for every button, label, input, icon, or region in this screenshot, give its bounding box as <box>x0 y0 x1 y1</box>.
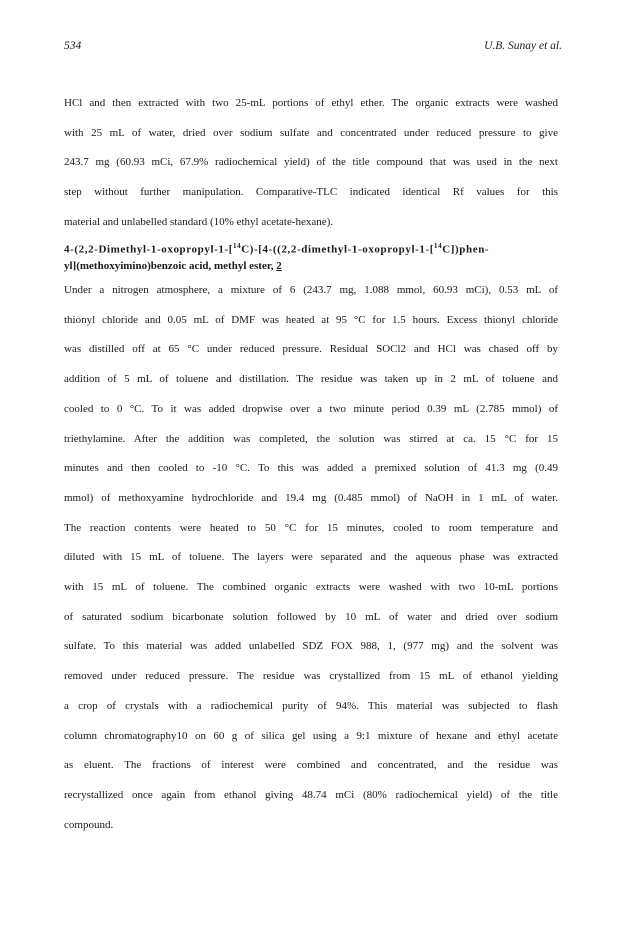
paragraph-line: triethylamine. After the addition was completed, the solution was stirred at ca. 15 °C for 15 <box>64 432 558 445</box>
paragraph-line: cooled to 0 °C. To it was added dropwise over a two minute period 0.39 mL (2.785 mmol) of <box>64 402 558 415</box>
paragraph-line: recrystallized once again from ethanol giving 48.74 mCi (80% radiochemical yield) of the title <box>64 788 558 801</box>
paragraph-line: 243.7 mg (60.93 mCi, 67.9% radiochemical yield) of the title compound that was used in the next <box>64 156 558 169</box>
heading-line-1: 4-(2,2-Dimethyl-1-oxopropyl-1-[$^{14}$C)-[4-((2,2-dimethyl-1-oxopropyl-1-[$^{14}$C])phen- <box>64 242 490 256</box>
compound-reference: 2 <box>276 259 282 272</box>
paragraph-line: material and unlabelled standard (10% ethyl acetate-hexane). <box>64 215 334 228</box>
paragraph-line: as eluent. The fractions of interest were combined and concentrated, and the residue was <box>64 759 558 772</box>
paragraph-line: removed under reduced pressure. The residue was crystallized from 15 mL of ethanol yielding <box>64 670 558 683</box>
paragraph-1 <box>64 89 558 238</box>
section-heading <box>64 238 558 274</box>
paragraph-line: Under a nitrogen atmosphere, a mixture of 6 (243.7 mg, 1.088 mmol, 60.93 mCi), 0.53 mL of <box>64 284 558 296</box>
paragraph-line: was distilled off at 65 °C under reduced pressure. Residual SOCl2 and HCl was chased off by <box>64 343 558 356</box>
paragraph-line: step without further manipulation. Comparative-TLC indicated identical Rf values for this <box>64 186 558 199</box>
running-header <box>64 40 562 56</box>
paragraph-line: minutes and then cooled to -10 °C. To this was added a premixed solution of 41.3 mg (0.49 <box>64 462 558 475</box>
paragraph-line: The reaction contents were heated to 50 °C for 15 minutes, cooled to room temperature and <box>64 521 558 534</box>
paragraph-2 <box>64 276 558 840</box>
running-authors: U.B. Sunay et al. <box>484 40 562 52</box>
paragraph-line: diluted with 15 mL of toluene. The layers were separated and the aqueous phase was extracted <box>64 551 558 564</box>
paragraph-line: addition of 5 mL of toluene and distillation. The residue was taken up in 2 mL of toluene and <box>64 373 558 386</box>
paragraph-line: a crop of crystals with a radiochemical purity of 94%. This material was subjected to flash <box>64 699 558 712</box>
paragraph-line: mmol) of methoxyamine hydrochloride and 19.4 mg (0.485 mmol) of NaOH in 1 mL of water. <box>64 491 558 504</box>
paragraph-line: compound. <box>64 818 114 831</box>
paragraph-line: thionyl chloride and 0.05 mL of DMF was heated at 95 °C for 1.5 hours. Excess thionyl chloride <box>64 313 558 326</box>
paragraph-line: with 25 mL of water, dried over sodium sulfate and concentrated under reduced pressure to give <box>64 126 558 139</box>
paragraph-line: sulfate. To this material was added unlabelled SDZ FOX 988, 1, (977 mg) and the solvent was <box>64 640 558 653</box>
paragraph-line: of saturated sodium bicarbonate solution followed by 10 mL of water and dried over sodium <box>64 610 558 623</box>
paragraph-line: column chromatography10 on 60 g of silica gel using a 9:1 mixture of hexane and ethyl acetate <box>64 729 558 742</box>
page-number: 534 <box>64 40 82 52</box>
paragraph-line: HCl and then extracted with two 25-mL portions of ethyl ether. The organic extracts were washed <box>64 97 558 109</box>
paragraph-line: with 15 mL of toluene. The combined organic extracts were washed with two 10-mL portions <box>64 581 558 594</box>
heading-line-2: yl](methoxyimino)benzoic acid, methyl ester, 2 <box>64 259 282 272</box>
